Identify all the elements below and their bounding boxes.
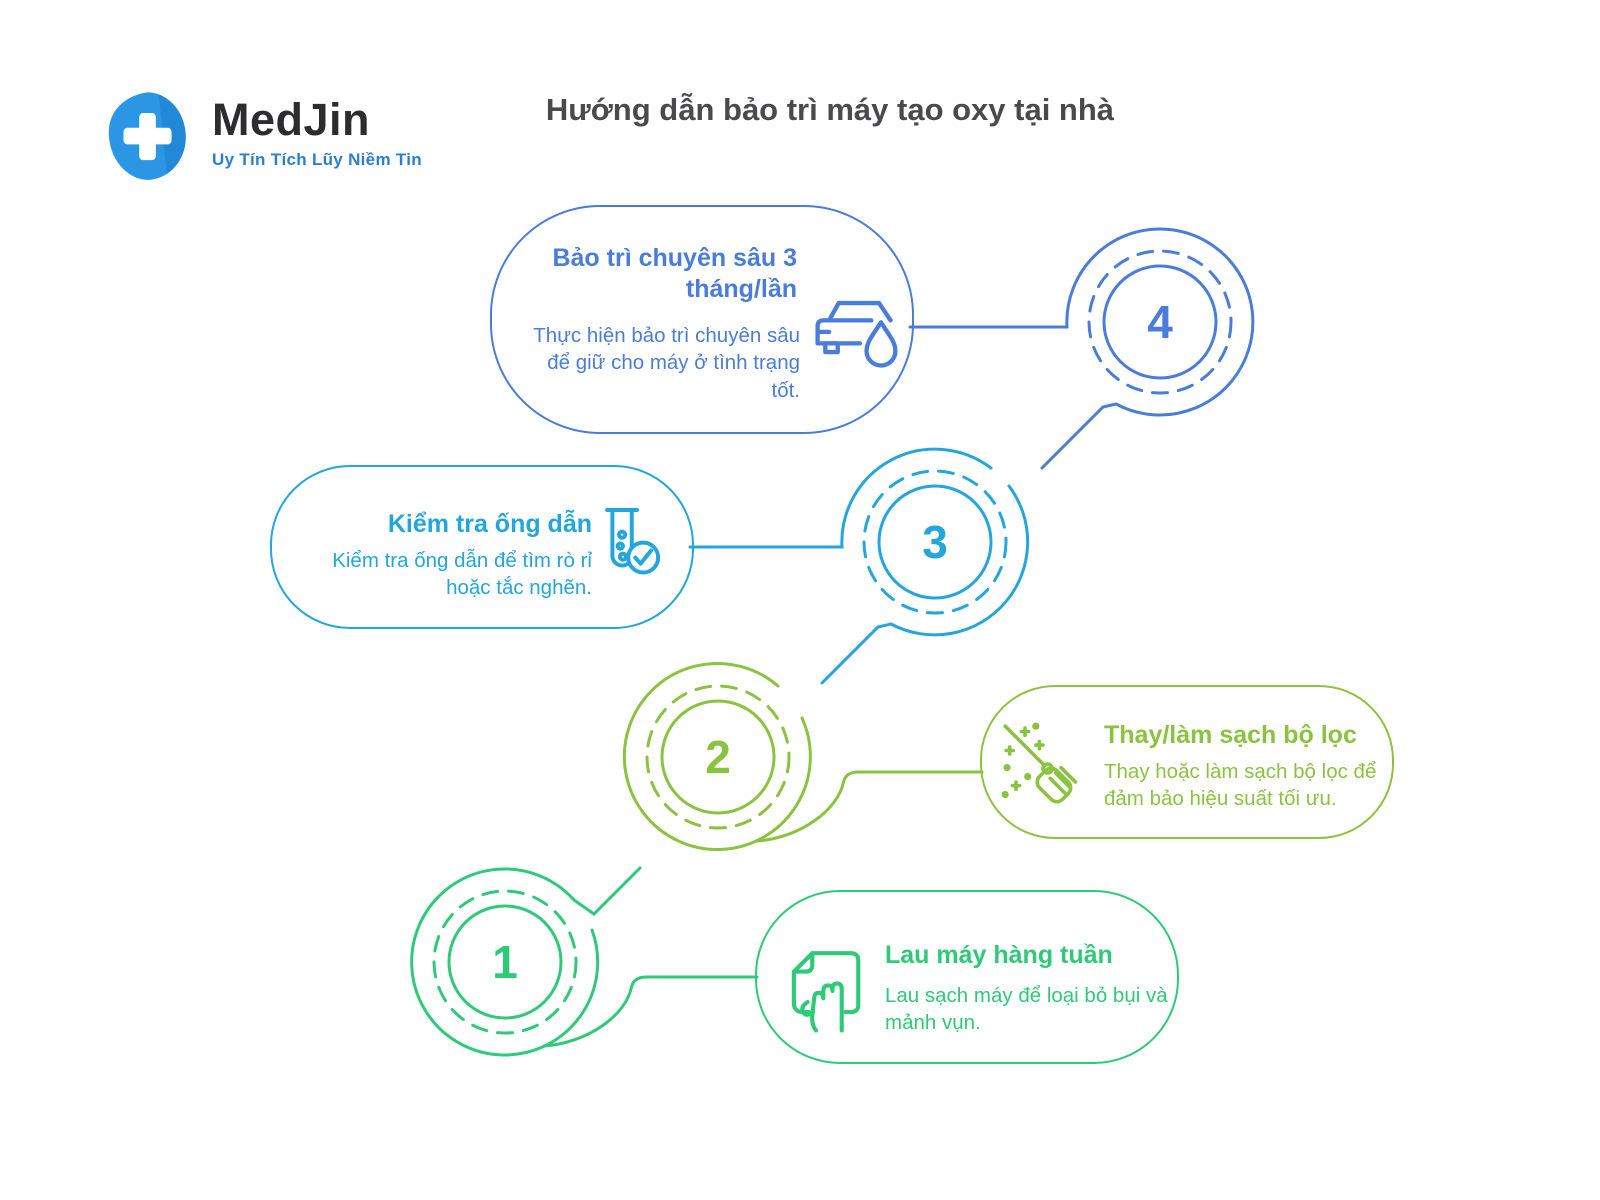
- wipe-hand-paper-icon: [781, 944, 873, 1036]
- wiping-hand: [812, 984, 842, 1031]
- logo-name: MedJin: [212, 94, 371, 145]
- car-wheel: [825, 343, 837, 352]
- test-tube-check-icon: [586, 495, 674, 599]
- sparkle-dot-2: [1005, 766, 1009, 770]
- step4-circle-group: [910, 229, 1253, 468]
- sparkle-plus-4: [1012, 782, 1019, 789]
- broom-sparkles-icon: [998, 719, 1088, 809]
- bubble-3: [620, 554, 626, 560]
- logo-tagline: Uy Tín Tích Lũy Niềm Tin: [212, 150, 422, 170]
- step1-number: 1: [492, 936, 518, 988]
- step1-description: Lau sạch máy để loại bỏ bụi và mảnh vụn.: [885, 984, 1168, 1035]
- step2-callout: [980, 685, 1394, 839]
- step3-description: Kiểm tra ống dẫn để tìm rò rỉ hoặc tắc nghẽn.: [332, 549, 592, 600]
- step3-title: Kiểm tra ống dẫn: [387, 510, 592, 538]
- step3-callout: [270, 465, 694, 629]
- step2-connector: [757, 772, 982, 841]
- water-drop: [867, 322, 896, 365]
- sparkle-plus-1: [1021, 728, 1028, 735]
- step2-title: Thay/làm sạch bộ lọc: [1104, 721, 1357, 749]
- step1-connector: [544, 977, 757, 1046]
- car-roof: [829, 303, 890, 320]
- step4-number: 4: [1147, 296, 1173, 348]
- sparkle-dot-1: [1034, 724, 1038, 728]
- bubble-2: [618, 543, 623, 548]
- page-title: Hướng dẫn bảo trì máy tạo oxy tại nhà: [545, 92, 1115, 127]
- car-wash-drop-icon: [808, 285, 904, 373]
- step3-circle-group: [690, 449, 1028, 683]
- step1-title: Lau máy hàng tuần: [885, 941, 1113, 969]
- step2-number: 2: [705, 731, 731, 783]
- step4-title: Bảo trì chuyên sâu 3 tháng/lần: [552, 244, 797, 304]
- sparkle-plus-2: [1036, 742, 1043, 749]
- step4-callout: [490, 205, 914, 434]
- bubble-1: [619, 532, 625, 538]
- step4-description: Thực hiện bảo trì chuyên sâu để giữ cho máy ở tình trạng tốt.: [533, 324, 800, 402]
- sparkle-dot-4: [1003, 793, 1007, 797]
- sparkle-dot-3: [1026, 775, 1030, 779]
- step2-circle-group: [624, 663, 982, 849]
- sparkle-plus-3: [1006, 747, 1013, 754]
- step1-tail: [574, 868, 640, 914]
- step1-callout: [755, 890, 1179, 1064]
- step2-description: Thay hoặc làm sạch bộ lọc để đảm bảo hiệu suất tối ưu.: [1104, 760, 1377, 811]
- step1-circle-group: [412, 868, 757, 1055]
- step3-number: 3: [922, 516, 948, 568]
